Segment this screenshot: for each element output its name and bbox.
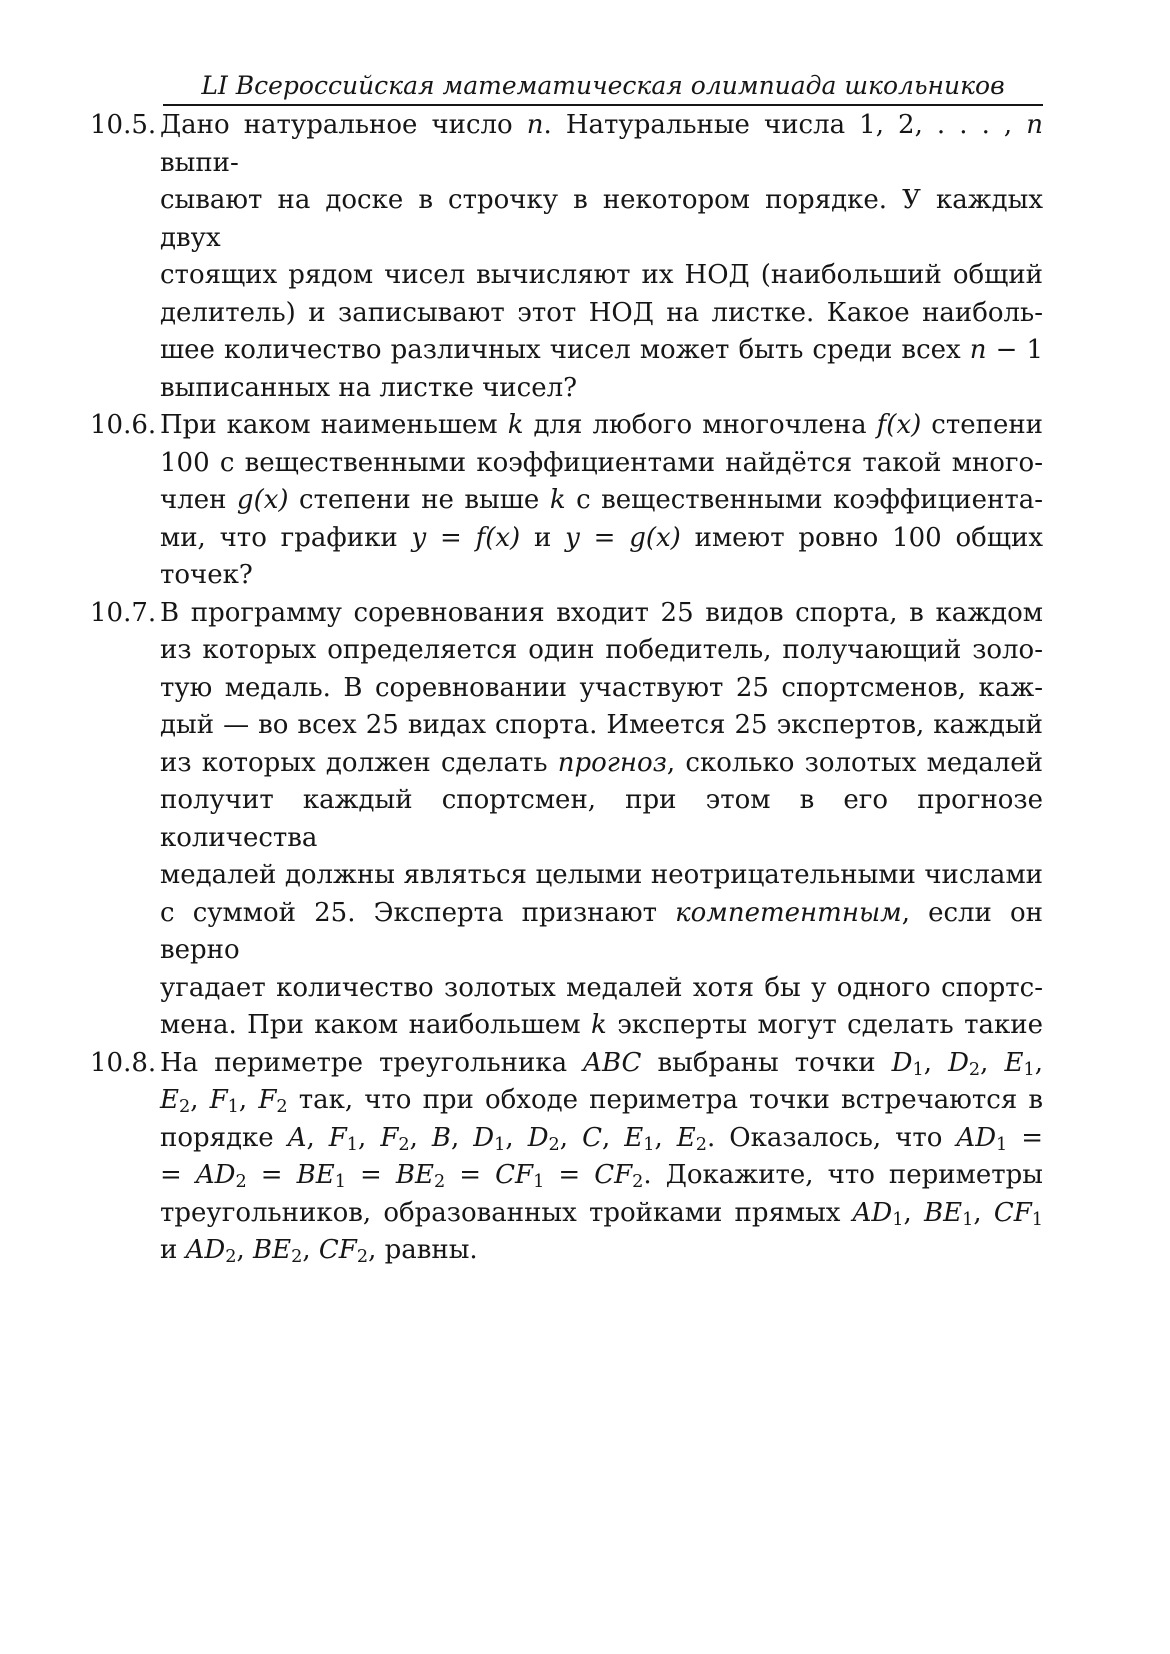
math-variable: B — [431, 1122, 452, 1153]
math-variable: $D_1$ — [891, 1047, 924, 1080]
text-line: с суммой 25. Эксперта признают компетентным, если он верно — [160, 897, 1043, 965]
text-line: 100 с вещественными коэффициентами найдётся такой много- — [160, 447, 1043, 478]
math-variable: $D_2$ — [527, 1122, 560, 1155]
text-line: ми, что графики y = f(x) и y = g(x) имеют ровно 100 общих — [160, 522, 1043, 553]
text-line: Дано натуральное число n. Натуральные числа 1, 2, . . . , n выпи- — [160, 110, 1043, 178]
math-variable: $CF_2$ — [594, 1160, 644, 1192]
math-variable: $AD_2$ — [185, 1235, 237, 1267]
text-line: сывают на доске в строчку в некотором порядке. У каждых двух — [160, 185, 1043, 253]
math-variable: $E_1$ — [1004, 1047, 1035, 1080]
text-line: выписанных на листке чисел? — [160, 372, 578, 403]
math-variable: $E_2$ — [676, 1122, 708, 1155]
text-line: На периметре треугольника ABC выбраны точки $D_1$, $D_2$, $E_1$, — [160, 1047, 1044, 1080]
problem-10.7 — [90, 595, 1043, 1045]
problem-number: 10.7. — [90, 597, 157, 628]
problem-number: 10.8. — [90, 1047, 157, 1078]
emphasis-text: компетентным — [675, 897, 902, 928]
problem-10.6 — [90, 407, 1043, 595]
text-line: из которых должен сделать прогноз, сколько золотых медалей — [160, 747, 1043, 778]
problem-10.5 — [90, 107, 1043, 407]
header-rule — [163, 104, 1043, 106]
emphasis-text: прогноз — [557, 747, 667, 778]
math-variable: f(x) — [475, 522, 521, 553]
math-variable: $BE_2$ — [253, 1235, 303, 1267]
math-variable: y — [565, 522, 580, 553]
text-line: делитель) и записывают этот НОД на листке. Какое наиболь- — [160, 297, 1043, 328]
math-variable: $AD_1$ — [852, 1197, 904, 1230]
math-variable: k — [549, 485, 566, 515]
math-variable: $BE_2$ — [395, 1160, 446, 1192]
text-line: треугольников, образованных тройками прямых $AD_1$, $BE_1$, $CF_1$ — [160, 1197, 1044, 1230]
problem-10.8 — [90, 1045, 1043, 1270]
math-variable: $F_2$ — [380, 1122, 410, 1155]
text-line: В программу соревнования входит 25 видов спорта, в каждом — [160, 597, 1043, 628]
math-variable: ABC — [583, 1047, 642, 1078]
text-line: порядке A, $F_1$, $F_2$, B, $D_1$, $D_2$, C, $E_1$, $E_2$. Оказалось, что $AD_1$ = — [160, 1122, 1044, 1155]
text-line: $E_2$, $F_1$, $F_2$ так, что при обходе периметра точки встречаются в — [160, 1085, 1044, 1117]
math-variable: $AD_1$ — [956, 1122, 1008, 1155]
math-variable: $CF_1$ — [495, 1160, 545, 1192]
math-variable: $F_2$ — [258, 1085, 288, 1117]
text-line: мена. При каком наибольшем k эксперты могут сделать такие — [160, 1010, 1043, 1040]
text-line: угадает количество золотых медалей хотя бы у одного спортс- — [160, 972, 1043, 1003]
math-variable: $BE_1$ — [924, 1197, 974, 1230]
math-variable: n — [1026, 110, 1043, 140]
math-variable: n — [526, 110, 544, 140]
text-line: тую медаль. В соревновании участвуют 25 спортсменов, каж- — [160, 672, 1043, 703]
math-variable: f(x) — [876, 410, 922, 440]
problem-number: 10.6. — [90, 410, 157, 440]
running-header-title: LI Всероссийская математическая олимпиада школьников — [201, 71, 1005, 100]
text-line: стоящих рядом чисел вычисляют их НОД (наибольший общий — [160, 260, 1043, 290]
math-variable: k — [591, 1010, 607, 1040]
text-line: медалей должны являться целыми неотрицательными числами — [160, 860, 1043, 890]
math-variable: $E_2$ — [160, 1085, 191, 1117]
math-variable: $BE_1$ — [296, 1160, 346, 1192]
math-variable: g(x) — [629, 522, 681, 553]
math-variable: $CF_1$ — [993, 1197, 1044, 1230]
problems-list — [90, 107, 1043, 1270]
text-line: точек? — [160, 560, 253, 590]
math-variable: C — [582, 1122, 602, 1153]
problem-number: 10.5. — [90, 110, 157, 140]
math-variable: k — [507, 410, 524, 440]
math-variable: $D_1$ — [473, 1122, 506, 1155]
math-variable: $E_1$ — [624, 1122, 655, 1155]
math-variable: $AD_2$ — [195, 1160, 247, 1192]
text-line: = $AD_2 = BE_1 = BE_2 = CF_1 = CF_2$. Докажите, что периметры — [160, 1160, 1043, 1192]
math-variable: $D_2$ — [948, 1047, 981, 1080]
math-variable: y — [411, 522, 427, 553]
math-variable: n — [969, 335, 987, 365]
text-line: шее количество различных чисел может быть среди всех n − 1 — [160, 335, 1043, 365]
math-variable: $CF_2$ — [318, 1235, 369, 1267]
text-line: дый — во всех 25 видах спорта. Имеется 25 экспертов, каждый — [160, 710, 1043, 740]
math-variable: $F_1$ — [328, 1122, 359, 1155]
text-line: получит каждый спортсмен, при этом в его прогнозе количества — [160, 785, 1043, 853]
math-variable: g(x) — [236, 485, 289, 515]
text-line: и $AD_2$, $BE_2$, $CF_2$, равны. — [160, 1235, 478, 1267]
text-line: член g(x) степени не выше k с вещественными коэффициента- — [160, 485, 1044, 515]
math-variable: A — [287, 1122, 307, 1153]
text-line: из которых определяется один победитель, получающий золо- — [160, 635, 1043, 665]
math-variable: $F_1$ — [209, 1085, 239, 1117]
text-line: При каком наименьшем k для любого многочлена f(x) степени — [160, 410, 1043, 440]
